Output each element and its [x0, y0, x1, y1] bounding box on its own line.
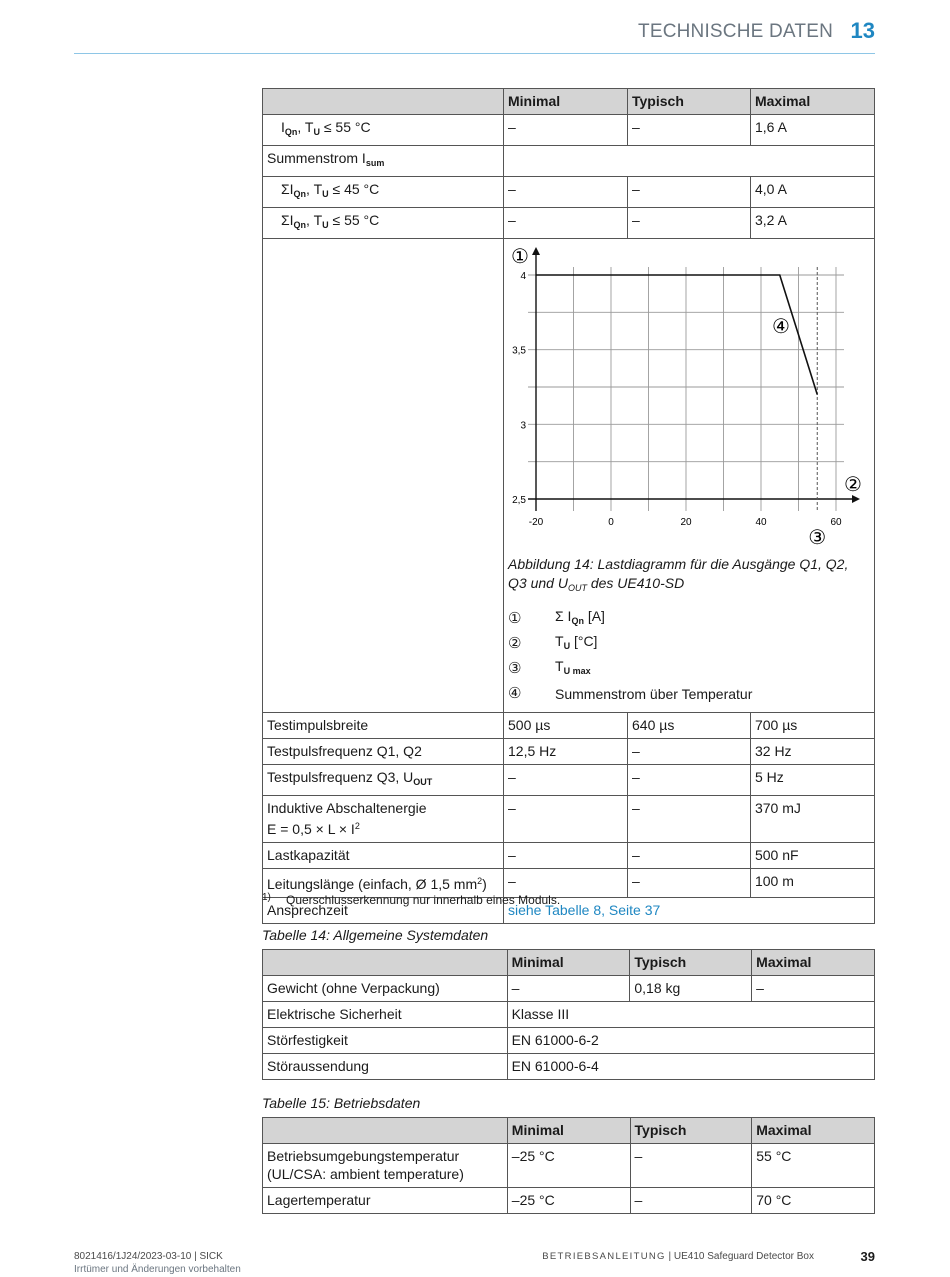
cell-typ: – — [628, 739, 751, 765]
cell-value: EN 61000-6-4 — [507, 1054, 874, 1080]
product-name: UE410 Safeguard Detector Box — [673, 1251, 814, 1262]
cell-typ: – — [628, 765, 751, 796]
marker-tmax: ③ — [808, 525, 827, 549]
cell-min: – — [504, 869, 628, 898]
cell-min: 500 µs — [504, 713, 628, 739]
electrical-data-table — [262, 88, 875, 924]
legend-item — [508, 606, 870, 631]
header-cell: Typisch — [630, 1118, 752, 1144]
header-cell: Typisch — [628, 89, 751, 115]
footer-right: BETRIEBSANLEITUNG | UE410 Safeguard Detector Box — [542, 1251, 814, 1262]
table-header-row — [263, 1118, 875, 1144]
operating-data-table — [262, 1117, 875, 1214]
cell-typ: 640 µs — [628, 713, 751, 739]
header-cell — [263, 89, 504, 115]
x-tick-label: 20 — [680, 517, 692, 528]
row-label: Gewicht (ohne Verpackung) — [263, 976, 508, 1002]
row-label: Induktive Abschaltenergie $E = 0,5 \times L \times I^2$ — [263, 796, 504, 843]
x-axis-arrow — [852, 495, 860, 503]
marker-x-axis: ② — [844, 472, 862, 496]
chart-row — [263, 239, 875, 713]
legend-text: $T_U$ [°C] — [555, 633, 598, 651]
cell-typ: 0,18 kg — [630, 976, 752, 1002]
cell-max: 55 °C — [752, 1144, 875, 1188]
cell-typ: – — [628, 796, 751, 843]
load-diagram — [508, 239, 870, 549]
footer-left — [74, 1250, 241, 1276]
cell-value: EN 61000-6-2 — [507, 1028, 874, 1054]
row-label: Testpulsfrequenz Q1, Q2 — [263, 739, 504, 765]
empty-cell — [263, 239, 504, 713]
cell-typ: – — [628, 843, 751, 869]
table-row — [263, 1144, 875, 1188]
disclaimer: Irrtümer und Änderungen vorbehalten — [74, 1264, 241, 1275]
cell-typ: – — [628, 869, 751, 898]
legend-item — [508, 631, 870, 656]
table-row — [263, 208, 875, 239]
cell-min: –25 °C — [507, 1188, 630, 1214]
marker-curve: ④ — [772, 314, 790, 338]
chart-cell — [504, 239, 875, 713]
cell-min: – — [504, 765, 628, 796]
x-tick-label: 0 — [608, 517, 614, 528]
table-row — [263, 765, 875, 796]
cell-max: 1,6 A — [750, 115, 874, 146]
y-tick-label: 3 — [520, 420, 526, 432]
table-header-row — [263, 950, 875, 976]
header-cell: Maximal — [752, 950, 875, 976]
table-row — [263, 1188, 875, 1214]
table-row — [263, 1054, 875, 1080]
table-row — [263, 115, 875, 146]
header-cell: Minimal — [507, 1118, 630, 1144]
cell-min: 12,5 Hz — [504, 739, 628, 765]
legend-text: Σ $I_{Qn}$ [A] — [555, 608, 605, 626]
row-label: Lagertemperatur — [263, 1188, 508, 1214]
table-row — [263, 1028, 875, 1054]
cell-max: – — [752, 976, 875, 1002]
chapter-number: 13 — [850, 18, 875, 43]
y-tick-label: 2,5 — [512, 495, 526, 506]
cell-max: 5 Hz — [750, 765, 874, 796]
legend-text: Summenstrom über Temperatur — [555, 685, 753, 702]
table-row — [263, 976, 875, 1002]
figure-legend — [508, 606, 870, 706]
header-cell — [263, 950, 508, 976]
row-label: Ansprechzeit — [263, 898, 504, 924]
x-tick-label: -20 — [528, 517, 544, 528]
marker-y-axis: ① — [511, 244, 529, 268]
cross-reference-link[interactable]: siehe Tabelle 8, Seite 37 — [504, 898, 875, 924]
table-row — [263, 146, 875, 177]
cell-min: – — [507, 976, 630, 1002]
row-label: Testimpulsbreite — [263, 713, 504, 739]
table-row — [263, 796, 875, 843]
page-number: 39 — [860, 1249, 875, 1264]
manual-label: BETRIEBSANLEITUNG — [542, 1251, 666, 1262]
header-cell: Maximal — [750, 89, 874, 115]
legend-text: $T_{U max}$ — [555, 658, 591, 676]
cell-max: 500 nF — [750, 843, 874, 869]
row-label: Summenstrom $I_{sum}$ — [263, 146, 504, 177]
cell-max: 70 °C — [752, 1188, 875, 1214]
y-axis-arrow — [532, 247, 540, 255]
y-tick-label: 4 — [520, 271, 526, 282]
cell-typ: – — [630, 1144, 752, 1188]
cell-max: 3,2 A — [750, 208, 874, 239]
legend-marker: ④ — [508, 684, 522, 702]
y-tick-label: 3,5 — [512, 345, 526, 357]
cell-max: 4,0 A — [750, 177, 874, 208]
row-label: Leitungslänge (einfach, Ø 1,5 $mm^2$) — [263, 869, 504, 898]
table-header-row — [263, 89, 875, 115]
cell-max: 100 m — [750, 869, 874, 898]
legend-marker: ① — [508, 609, 522, 627]
footnote-text: Querschlusserkennung nur innerhalb eines Moduls. — [286, 893, 561, 907]
row-label: Testpulsfrequenz Q3, $U_{OUT}$ — [263, 765, 504, 796]
table-15-caption: Tabelle 15: Betriebsdaten — [262, 1095, 421, 1111]
cell-min: – — [504, 115, 628, 146]
table-row — [263, 1002, 875, 1028]
table-14-caption: Tabelle 14: Allgemeine Systemdaten — [262, 927, 489, 943]
x-tick-label: 60 — [830, 517, 842, 528]
cell-min: – — [504, 843, 628, 869]
row-label: Lastkapazität — [263, 843, 504, 869]
cell-typ: – — [628, 115, 751, 146]
row-label: Störfestigkeit — [263, 1028, 508, 1054]
document-id: 8021416/1J24/2023-03-10 | SICK — [74, 1251, 223, 1262]
table-row — [263, 177, 875, 208]
legend-marker: ② — [508, 634, 522, 652]
header-cell — [263, 1118, 508, 1144]
figure-caption: Abbildung 14: Lastdiagramm für die Ausgänge Q1, Q2, Q3 und $U_{OUT}$ des UE410-SD — [508, 556, 849, 593]
legend-marker: ③ — [508, 659, 522, 677]
row-label: $I_{Qn}$, $T_U \le 55$ °C — [263, 115, 504, 146]
cell-min: –25 °C — [507, 1144, 630, 1188]
cell-min: – — [504, 177, 628, 208]
cell-value: Klasse III — [507, 1002, 874, 1028]
cell-max: 32 Hz — [750, 739, 874, 765]
row-label: Elektrische Sicherheit — [263, 1002, 508, 1028]
page-header — [74, 0, 875, 54]
row-label: $\Sigma I_{Qn}$, $T_U \le 45$ °C — [263, 177, 504, 208]
legend-item — [508, 656, 870, 681]
legend-item — [508, 681, 870, 706]
cell-max: 700 µs — [750, 713, 874, 739]
header-cell: Maximal — [752, 1118, 875, 1144]
table-row — [263, 843, 875, 869]
table-row — [263, 713, 875, 739]
cell-max: 370 mJ — [750, 796, 874, 843]
cell-typ: – — [630, 1188, 752, 1214]
cell-min: – — [504, 796, 628, 843]
cell-typ: – — [628, 177, 751, 208]
header-cell: Typisch — [630, 950, 752, 976]
system-data-table — [262, 949, 875, 1080]
x-tick-label: 40 — [755, 517, 767, 528]
header-cell: Minimal — [507, 950, 630, 976]
header-cell: Minimal — [504, 89, 628, 115]
footnote-mark: 1) — [262, 892, 271, 903]
chapter-title: TECHNISCHE DATEN — [638, 21, 833, 42]
table-row — [263, 739, 875, 765]
row-label: $\Sigma I_{Qn}$, $T_U \le 55$ °C — [263, 208, 504, 239]
cell-typ: – — [628, 208, 751, 239]
row-label: Betriebsumgebungstemperatur (UL/CSA: ambient temperature) — [263, 1144, 508, 1188]
empty-cell — [504, 146, 875, 177]
row-label: Störaussendung — [263, 1054, 508, 1080]
cell-min: – — [504, 208, 628, 239]
